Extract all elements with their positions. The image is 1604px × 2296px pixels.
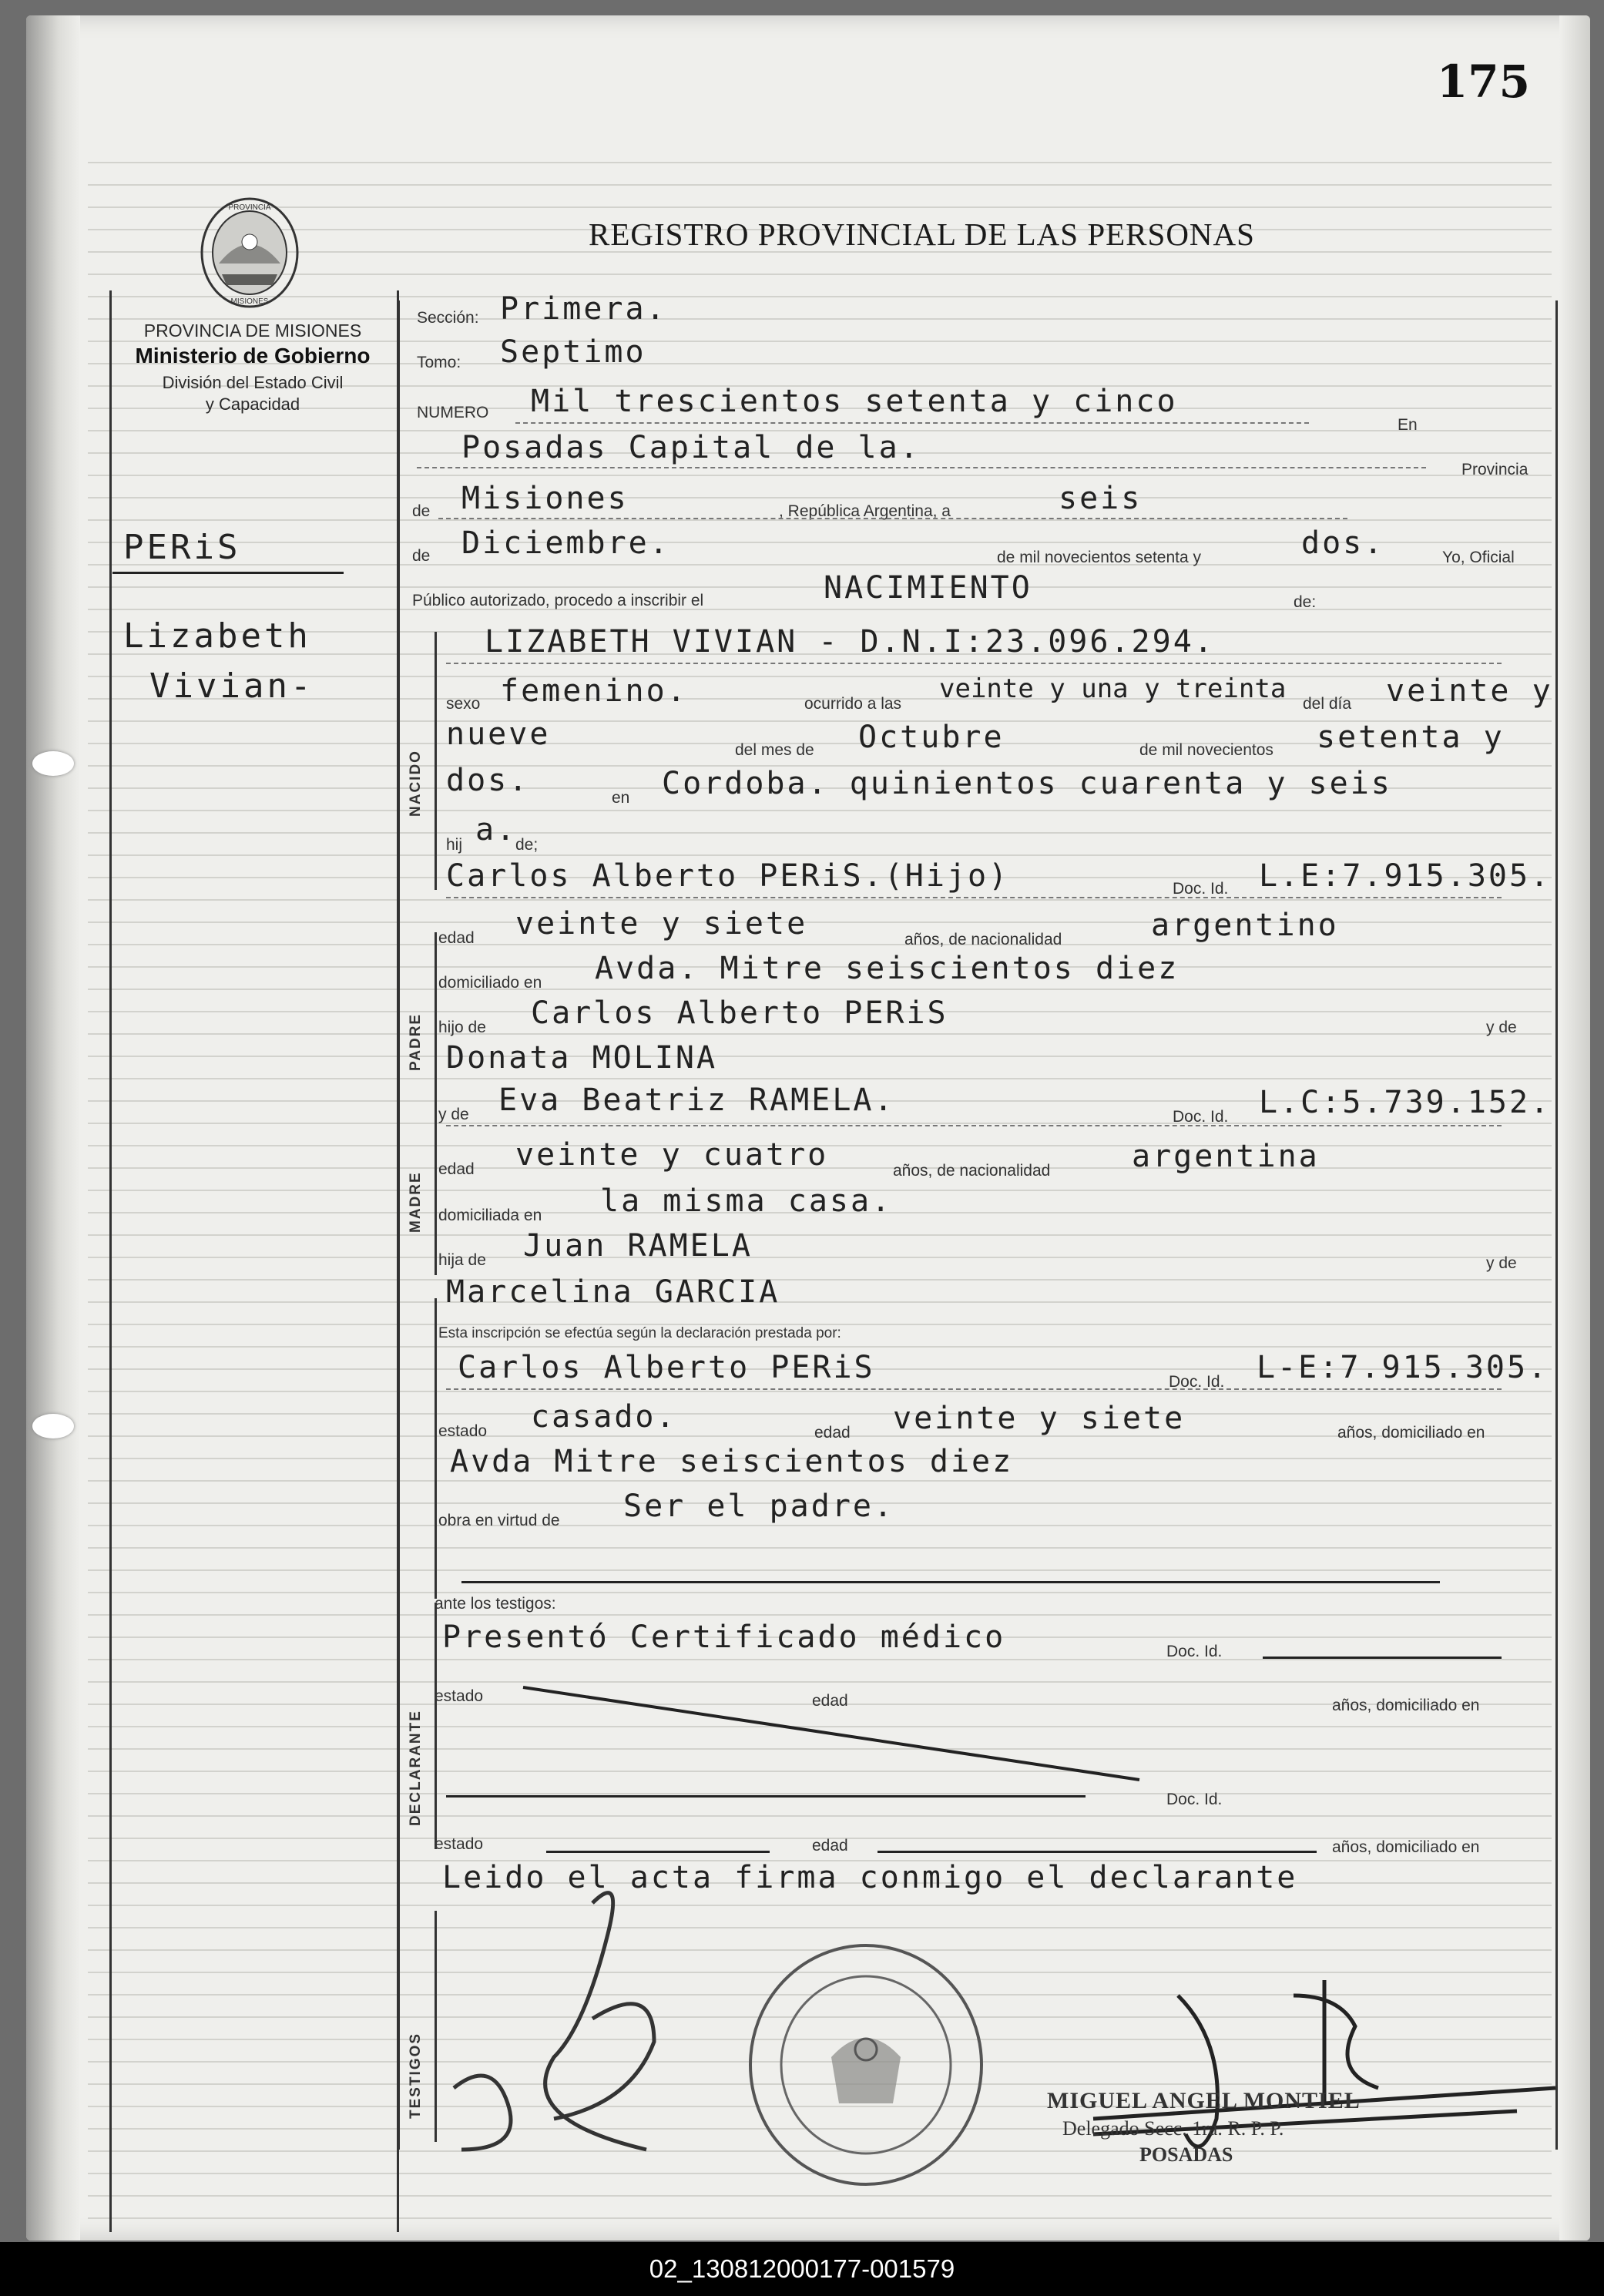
place-value: Posadas Capital de la.	[461, 430, 921, 465]
publico-label: Público autorizado, procedo a inscribir el	[412, 592, 704, 609]
section-divider	[435, 932, 437, 1275]
official-title: Delegado Secc. 1ra. R. P. P.	[1062, 2117, 1284, 2140]
oficial-label: Yo, Oficial	[1442, 549, 1515, 566]
tomo-value: Septimo	[500, 334, 646, 370]
anio-label: de mil novecientos	[1139, 741, 1273, 759]
official-city: POSADAS	[1139, 2143, 1233, 2166]
mother-yde-label: y de	[438, 1106, 469, 1123]
testigo-2-dom-label: años, domiciliado en	[1332, 1838, 1480, 1856]
page-edge	[1559, 15, 1590, 2241]
numero-line	[515, 422, 1309, 424]
testigo-1-edad-label: edad	[812, 1692, 848, 1710]
testigo-1-dom-label: años, domiciliado en	[1332, 1697, 1480, 1714]
testigos-ante-label: ante los testigos:	[435, 1595, 556, 1613]
mother-yde2-label: y de	[1486, 1254, 1517, 1272]
seccion-value: Primera.	[500, 291, 667, 327]
ruled-line	[88, 184, 1552, 186]
section-divider	[435, 1298, 437, 1599]
section-label-nacido: NACIDO	[408, 750, 424, 817]
sidebar-given-name-2: Vivian-	[149, 666, 314, 706]
father-mother-value: Donata MOLINA	[446, 1040, 718, 1076]
page-title: REGISTRO PROVINCIAL DE LAS PERSONAS	[589, 217, 1255, 252]
en-label-2: en	[612, 789, 630, 807]
mother-edad-label: edad	[438, 1160, 475, 1178]
mother-nac-label: años, de nacionalidad	[893, 1162, 1051, 1180]
mother-doc-label: Doc. Id.	[1173, 1108, 1229, 1126]
section-label-padre: PADRE	[408, 1012, 424, 1071]
ocurrido-label: ocurrido a las	[804, 695, 902, 713]
declarante-edad-label: edad	[814, 1424, 851, 1442]
father-name-line	[446, 897, 1502, 898]
ruled-line	[88, 162, 1552, 163]
father-domicilio-value: Avda. Mitre seiscientos diez	[595, 951, 1180, 986]
de-label: de	[412, 502, 431, 520]
hij-value: a.	[475, 812, 518, 848]
hora-value: veinte y una y treinta	[939, 673, 1287, 704]
father-doc-label: Doc. Id.	[1173, 880, 1229, 898]
anio-value: setenta y	[1317, 720, 1505, 755]
father-dom-label: domiciliado en	[438, 974, 542, 992]
de-label-2: de	[412, 547, 431, 565]
sexo-label: sexo	[446, 695, 481, 713]
official-name: MIGUEL ANGEL MONTIEL	[1047, 2088, 1361, 2113]
signature-strokes	[400, 1657, 1555, 2180]
de-colon-label: de:	[1294, 593, 1317, 611]
father-doc-value: L.E:7.915.305.	[1259, 858, 1552, 894]
date-line	[438, 518, 1347, 519]
testigo-2-estado-label: estado	[435, 1835, 484, 1853]
mother-name: Eva Beatriz RAMELA.	[498, 1083, 895, 1118]
month-value: Diciembre.	[461, 525, 670, 561]
sexo-value: femenino.	[500, 673, 688, 709]
mes-value: Octubre	[858, 720, 1005, 755]
mother-doc-value: L.C:5.739.152.	[1259, 1085, 1552, 1120]
provincia-label: Provincia	[1461, 461, 1528, 478]
declarante-name: Carlos Alberto PERiS	[458, 1350, 875, 1385]
en-label: En	[1398, 416, 1418, 434]
division-label-2: y Capacidad	[205, 394, 300, 414]
dia-value: veinte y	[1386, 673, 1553, 709]
mother-hija-label: hija de	[438, 1251, 486, 1269]
dia-label: del día	[1303, 695, 1352, 713]
declarante-intro: Esta inscripción se efectúa según la declaración prestada por:	[438, 1325, 841, 1341]
ruled-line	[88, 274, 1552, 275]
father-nac-label: años, de nacionalidad	[904, 931, 1062, 948]
closing-statement: Leido el acta firma conmigo el declarante	[442, 1860, 1298, 1895]
mother-dom-label: domiciliada en	[438, 1207, 542, 1224]
seccion-label: Sección:	[417, 309, 479, 327]
mother-name-line	[446, 1125, 1502, 1126]
declarante-domicilio-value: Avda Mitre seiscientos diez	[450, 1444, 1014, 1479]
numero-value: Mil trescientos setenta y cinco	[531, 384, 1178, 419]
testigo-1-estado-label: estado	[435, 1687, 484, 1705]
page-number: 175	[1436, 55, 1530, 108]
registration-form	[398, 291, 1558, 2166]
child-name: LIZABETH VIVIAN - D.N.I:23.096.294.	[485, 624, 1215, 660]
testigo-1-doc-label: Doc. Id.	[1166, 1643, 1223, 1660]
child-name-line	[446, 663, 1502, 664]
mother-domicilio-value: la misma casa.	[600, 1183, 893, 1219]
testigo-1-value: Presentó Certificado médico	[442, 1620, 1006, 1655]
place-line	[417, 467, 1426, 468]
dia-value-2: nueve	[446, 717, 551, 752]
numero-label: NUMERO	[417, 404, 489, 421]
binder-ring	[32, 751, 74, 776]
father-name: Carlos Alberto PERiS.(Hijo)	[446, 858, 1010, 894]
declarante-doc-value: L-E:7.915.305.	[1257, 1350, 1549, 1385]
section-label-declarante: DECLARANTE	[408, 1710, 424, 1826]
mother-padre-value: Juan RAMELA	[523, 1228, 753, 1264]
hij-label: hij	[446, 836, 463, 854]
de-semicolon-label: de;	[515, 836, 539, 854]
register-page	[26, 15, 1590, 2241]
act-value: NACIMIENTO	[824, 570, 1032, 606]
ruled-line	[88, 206, 1552, 208]
book-spine	[26, 15, 80, 2241]
tomo-label: Tomo:	[417, 354, 461, 371]
image-id-footer: 02_130812000177-001579	[0, 2242, 1604, 2296]
testigo-2-doc-label: Doc. Id.	[1166, 1791, 1223, 1808]
father-edad-label: edad	[438, 929, 475, 947]
declarante-obra-value: Ser el padre.	[623, 1489, 895, 1524]
father-yde-label: y de	[1486, 1019, 1517, 1036]
closing-rule	[461, 1581, 1440, 1583]
day-value: seis	[1059, 481, 1143, 516]
sidebar-surname: PERiS	[123, 528, 241, 567]
surname-underline	[112, 572, 344, 574]
father-nacionalidad-value: argentino	[1151, 908, 1339, 943]
declarante-estado-label: estado	[438, 1422, 488, 1440]
province-value: Misiones	[461, 481, 629, 516]
mes-label: del mes de	[735, 741, 814, 759]
mother-madre-value: Marcelina GARCIA	[446, 1274, 780, 1310]
crest-bottom-text: MISIONES	[230, 297, 269, 306]
father-hijo-label: hijo de	[438, 1019, 486, 1036]
binder-ring	[32, 1414, 74, 1438]
mother-edad-value: veinte y cuatro	[515, 1137, 829, 1173]
division-label: División del Estado Civil	[162, 373, 344, 392]
section-label-testigos: TESTIGOS	[408, 2032, 424, 2119]
declarante-estado-value: casado.	[531, 1399, 677, 1435]
republica-label: , República Argentina, a	[779, 502, 951, 520]
section-divider	[435, 632, 437, 890]
year-label: de mil novecientos setenta y	[997, 549, 1201, 566]
anio-value-2: dos.	[446, 763, 530, 798]
crest-top-text: PROVINCIA	[228, 203, 271, 212]
province-label: PROVINCIA DE MISIONES	[143, 321, 362, 341]
declarante-dom-label: años, domiciliado en	[1337, 1424, 1485, 1442]
ministry-label: Ministerio de Gobierno	[135, 344, 371, 368]
mother-nacionalidad-value: argentina	[1132, 1139, 1320, 1174]
testigo-2-edad-label: edad	[812, 1837, 848, 1855]
declarante-doc-label: Doc. Id.	[1169, 1373, 1225, 1391]
father-edad-value: veinte y siete	[515, 906, 808, 942]
sidebar-column	[109, 290, 399, 2232]
lugar-value: Cordoba. quinientos cuarenta y seis	[662, 766, 1392, 801]
year-value: dos.	[1301, 525, 1385, 561]
section-label-madre: MADRE	[408, 1171, 424, 1233]
declarante-edad-value: veinte y siete	[893, 1401, 1186, 1436]
declarante-obra-label: obra en virtud de	[438, 1512, 560, 1529]
father-hijo-de-value: Carlos Alberto PERiS	[531, 995, 948, 1031]
sidebar-given-name: Lizabeth	[123, 616, 311, 656]
declarante-name-line	[446, 1388, 1502, 1390]
